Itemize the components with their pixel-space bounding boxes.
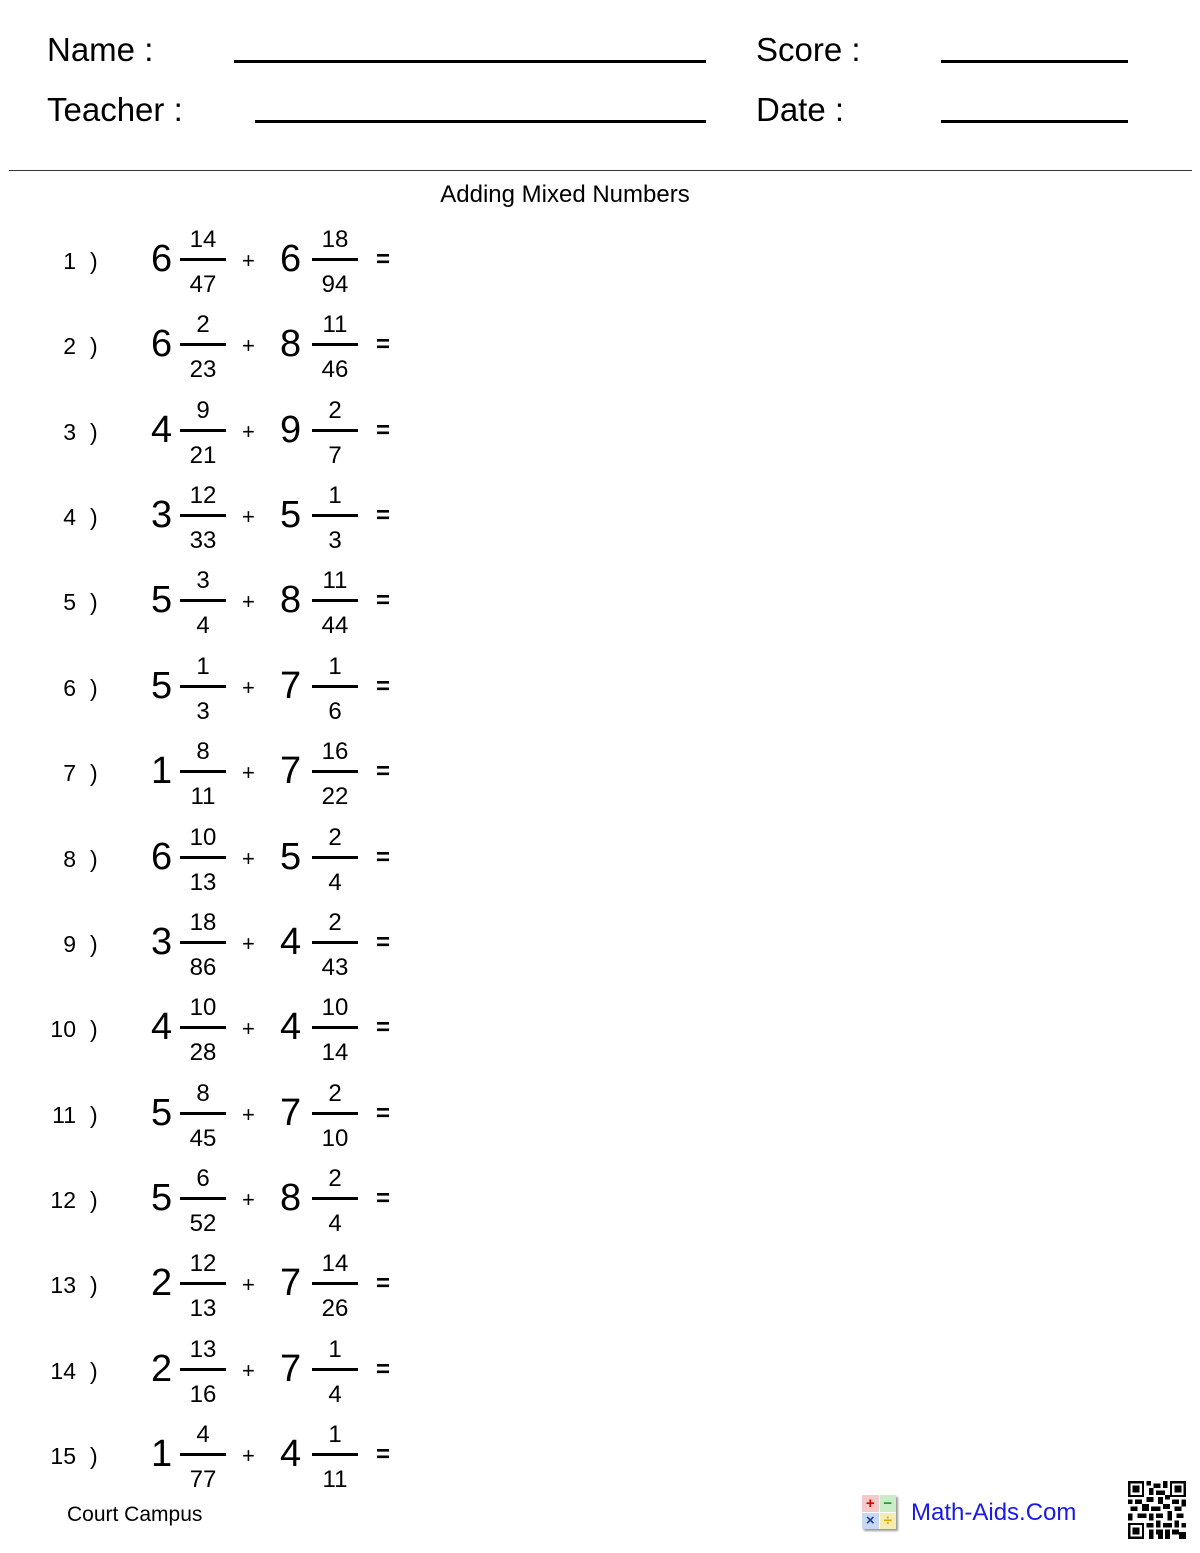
denominator: 14 bbox=[321, 1039, 349, 1067]
addend-1-fraction bbox=[180, 818, 226, 898]
qr-code-icon bbox=[1127, 1481, 1187, 1539]
fraction-bar bbox=[312, 1282, 358, 1285]
plus-sign: + bbox=[242, 589, 255, 615]
addend-1-whole: 6 bbox=[151, 323, 173, 366]
problem-number: 1 ) bbox=[63, 248, 98, 274]
problem-number: 9 ) bbox=[63, 930, 98, 957]
fraction-bar bbox=[312, 1368, 358, 1371]
addend-2-fraction bbox=[312, 1330, 358, 1410]
equals-sign: = bbox=[376, 587, 391, 615]
plus-sign: + bbox=[242, 1272, 255, 1298]
addend-1-whole: 5 bbox=[151, 1176, 173, 1219]
numerator: 8 bbox=[196, 738, 210, 766]
problem-row bbox=[0, 305, 420, 385]
fraction-bar bbox=[180, 1368, 226, 1371]
denominator: 77 bbox=[189, 1466, 217, 1494]
numerator: 18 bbox=[321, 226, 349, 253]
numerator: 11 bbox=[322, 311, 348, 339]
problem-row bbox=[0, 818, 420, 898]
addend-1-fraction bbox=[180, 305, 226, 385]
plus-sign: + bbox=[242, 1016, 255, 1042]
denominator: 23 bbox=[189, 356, 217, 384]
problem-row bbox=[0, 1330, 420, 1410]
equals-sign: = bbox=[376, 1270, 391, 1298]
addend-1-fraction bbox=[180, 391, 226, 471]
fraction-bar bbox=[312, 770, 358, 773]
fraction-bar bbox=[180, 599, 226, 602]
problem-number: 7 ) bbox=[63, 760, 98, 787]
addend-1-fraction bbox=[180, 1415, 226, 1495]
fraction-bar bbox=[312, 1197, 358, 1200]
problem-row bbox=[0, 903, 420, 983]
fraction-bar bbox=[180, 1197, 226, 1200]
fraction-bar bbox=[180, 1026, 226, 1029]
fraction-bar bbox=[180, 429, 226, 432]
problem-number: 15 ) bbox=[50, 1443, 98, 1470]
addend-2-fraction bbox=[312, 1074, 358, 1154]
addend-2-whole: 4 bbox=[280, 1433, 302, 1476]
numerator: 10 bbox=[189, 823, 217, 851]
fraction-bar bbox=[180, 1112, 226, 1115]
problem-row bbox=[0, 988, 420, 1068]
fraction-bar bbox=[312, 685, 358, 688]
equals-sign: = bbox=[376, 928, 391, 956]
numerator: 11 bbox=[322, 567, 348, 595]
denominator: 13 bbox=[189, 868, 217, 896]
fraction-bar bbox=[312, 1026, 358, 1029]
score-field-line[interactable] bbox=[941, 60, 1128, 63]
addend-2-fraction bbox=[312, 305, 358, 385]
addend-1-fraction bbox=[180, 903, 226, 983]
name-label: Name : bbox=[47, 31, 154, 68]
worksheet-title: Adding Mixed Numbers bbox=[440, 181, 690, 208]
addend-2-whole: 7 bbox=[280, 1091, 302, 1134]
equals-sign: = bbox=[376, 1355, 391, 1383]
plus-sign: + bbox=[242, 504, 255, 530]
addend-1-whole: 5 bbox=[151, 664, 173, 707]
addend-2-whole: 7 bbox=[280, 1347, 302, 1390]
addend-2-whole: 5 bbox=[280, 835, 302, 878]
problem-row bbox=[0, 391, 420, 471]
numerator: 2 bbox=[328, 908, 342, 936]
addend-2-whole: 8 bbox=[280, 579, 302, 622]
addend-2-fraction bbox=[312, 647, 358, 727]
numerator: 1 bbox=[328, 1335, 342, 1363]
teacher-label: Teacher : bbox=[47, 91, 183, 128]
addend-2-whole: 7 bbox=[280, 1262, 302, 1305]
fraction-bar bbox=[180, 258, 226, 261]
fraction-bar bbox=[312, 514, 358, 517]
plus-sign: + bbox=[242, 1357, 255, 1383]
addend-2-fraction bbox=[312, 220, 358, 300]
addend-1-whole: 2 bbox=[151, 1262, 173, 1305]
plus-sign: + bbox=[242, 760, 255, 786]
addend-1-fraction bbox=[180, 1330, 226, 1410]
addend-2-fraction bbox=[312, 391, 358, 471]
addend-2-fraction bbox=[312, 476, 358, 556]
addend-1-whole: 6 bbox=[151, 238, 173, 280]
fraction-bar bbox=[312, 1112, 358, 1115]
addend-2-whole: 4 bbox=[280, 920, 302, 963]
numerator: 13 bbox=[189, 1335, 217, 1363]
problem-number: 8 ) bbox=[63, 845, 98, 872]
numerator: 12 bbox=[189, 482, 217, 510]
addend-2-whole: 7 bbox=[280, 664, 302, 707]
addend-1-whole: 1 bbox=[151, 1433, 173, 1476]
numerator: 18 bbox=[189, 908, 217, 936]
equals-sign: = bbox=[376, 502, 391, 530]
name-field-line[interactable] bbox=[234, 60, 706, 63]
numerator: 16 bbox=[321, 738, 349, 766]
addend-2-whole: 7 bbox=[280, 750, 302, 793]
equals-sign: = bbox=[376, 246, 391, 273]
denominator: 11 bbox=[322, 1466, 348, 1494]
teacher-field-line[interactable] bbox=[255, 120, 706, 123]
fraction-bar bbox=[180, 1453, 226, 1456]
numerator: 2 bbox=[328, 396, 342, 424]
equals-sign: = bbox=[376, 1184, 391, 1212]
date-label: Date : bbox=[756, 91, 845, 128]
equals-sign: = bbox=[376, 1014, 391, 1042]
denominator: 45 bbox=[189, 1124, 217, 1152]
problem-number: 13 ) bbox=[50, 1272, 98, 1299]
addend-2-fraction bbox=[312, 1159, 358, 1239]
addend-1-fraction bbox=[180, 732, 226, 812]
problem-row bbox=[0, 476, 420, 556]
problem-number: 14 ) bbox=[50, 1357, 98, 1384]
problem-number: 12 ) bbox=[50, 1186, 98, 1213]
denominator: 46 bbox=[321, 356, 349, 384]
denominator: 4 bbox=[328, 1209, 342, 1237]
addend-2-fraction bbox=[312, 1415, 358, 1495]
addend-2-whole: 6 bbox=[280, 238, 302, 280]
denominator: 16 bbox=[189, 1380, 217, 1408]
fraction-bar bbox=[312, 1453, 358, 1456]
addend-1-whole: 2 bbox=[151, 1347, 173, 1390]
plus-sign: + bbox=[242, 1186, 255, 1212]
math-aids-logo-icon bbox=[862, 1495, 896, 1529]
numerator: 14 bbox=[321, 1250, 349, 1278]
denominator: 28 bbox=[189, 1039, 217, 1067]
addend-1-whole: 3 bbox=[151, 494, 173, 537]
problem-row bbox=[0, 1415, 420, 1495]
denominator: 21 bbox=[189, 441, 217, 469]
plus-sign: + bbox=[242, 1443, 255, 1469]
denominator: 13 bbox=[189, 1295, 217, 1323]
problem-number: 6 ) bbox=[63, 674, 98, 701]
addend-1-whole: 1 bbox=[151, 750, 173, 793]
problem-row bbox=[0, 1244, 420, 1324]
numerator: 10 bbox=[189, 994, 217, 1022]
minus-icon: − bbox=[880, 1495, 897, 1512]
addend-1-fraction bbox=[180, 220, 226, 300]
times-icon: × bbox=[862, 1513, 879, 1530]
fraction-bar bbox=[312, 599, 358, 602]
addend-1-whole: 4 bbox=[151, 1006, 173, 1049]
plus-sign: + bbox=[242, 845, 255, 871]
denominator: 4 bbox=[196, 612, 210, 640]
numerator: 1 bbox=[196, 652, 210, 680]
numerator: 4 bbox=[196, 1421, 210, 1449]
denominator: 26 bbox=[321, 1295, 349, 1323]
numerator: 9 bbox=[196, 396, 210, 424]
numerator: 2 bbox=[328, 823, 342, 851]
addend-1-fraction bbox=[180, 1244, 226, 1324]
numerator: 1 bbox=[328, 652, 342, 680]
problem-number: 11 ) bbox=[52, 1101, 98, 1128]
numerator: 1 bbox=[328, 1421, 342, 1449]
addend-2-whole: 5 bbox=[280, 494, 302, 537]
addend-1-fraction bbox=[180, 647, 226, 727]
fraction-bar bbox=[180, 685, 226, 688]
problem-number: 10 ) bbox=[50, 1016, 98, 1043]
denominator: 7 bbox=[328, 441, 342, 469]
denominator: 10 bbox=[321, 1124, 349, 1152]
equals-sign: = bbox=[376, 672, 391, 700]
date-field-line[interactable] bbox=[941, 120, 1128, 123]
equals-sign: = bbox=[376, 1441, 391, 1469]
denominator: 94 bbox=[321, 271, 349, 298]
plus-sign: + bbox=[242, 930, 255, 956]
addend-2-fraction bbox=[312, 1244, 358, 1324]
plus-sign: + bbox=[242, 248, 255, 273]
problem-row bbox=[0, 1074, 420, 1154]
addend-2-fraction bbox=[312, 818, 358, 898]
fraction-bar bbox=[312, 258, 358, 261]
problem-number: 3 ) bbox=[63, 418, 98, 445]
denominator: 43 bbox=[321, 953, 349, 981]
equals-sign: = bbox=[376, 758, 391, 786]
fraction-bar bbox=[180, 856, 226, 859]
numerator: 6 bbox=[196, 1164, 210, 1192]
numerator: 2 bbox=[328, 1164, 342, 1192]
numerator: 12 bbox=[189, 1250, 217, 1278]
equals-sign: = bbox=[376, 416, 391, 444]
fraction-bar bbox=[180, 343, 226, 346]
denominator: 11 bbox=[190, 783, 216, 811]
numerator: 3 bbox=[196, 567, 210, 595]
denominator: 4 bbox=[328, 1380, 342, 1408]
addend-1-whole: 5 bbox=[151, 1091, 173, 1134]
denominator: 6 bbox=[328, 697, 342, 725]
brand-link[interactable]: Math-Aids.Com bbox=[911, 1499, 1077, 1526]
addend-1-whole: 6 bbox=[151, 835, 173, 878]
equals-sign: = bbox=[376, 1099, 391, 1127]
addend-1-fraction bbox=[180, 1074, 226, 1154]
addend-2-whole: 9 bbox=[280, 408, 302, 451]
fraction-bar bbox=[312, 343, 358, 346]
fraction-bar bbox=[180, 514, 226, 517]
denominator: 3 bbox=[328, 527, 342, 555]
problem-number: 2 ) bbox=[63, 333, 98, 360]
addend-1-fraction bbox=[180, 561, 226, 641]
problem-row bbox=[0, 561, 420, 641]
problem-number: 5 ) bbox=[63, 589, 98, 616]
problem-row bbox=[0, 220, 420, 300]
fraction-bar bbox=[312, 429, 358, 432]
numerator: 2 bbox=[196, 311, 210, 339]
denominator: 86 bbox=[189, 953, 217, 981]
numerator: 8 bbox=[196, 1079, 210, 1107]
fraction-bar bbox=[312, 856, 358, 859]
numerator: 2 bbox=[328, 1079, 342, 1107]
fraction-bar bbox=[180, 941, 226, 944]
fraction-bar bbox=[180, 770, 226, 773]
equals-sign: = bbox=[376, 331, 391, 359]
addend-2-whole: 8 bbox=[280, 323, 302, 366]
divide-icon: ÷ bbox=[880, 1513, 897, 1530]
addend-1-whole: 4 bbox=[151, 408, 173, 451]
addend-2-fraction bbox=[312, 561, 358, 641]
addend-1-whole: 3 bbox=[151, 920, 173, 963]
addend-1-fraction bbox=[180, 1159, 226, 1239]
score-label: Score : bbox=[756, 31, 861, 68]
addend-1-fraction bbox=[180, 988, 226, 1068]
problem-row bbox=[0, 732, 420, 812]
numerator: 1 bbox=[328, 482, 342, 510]
plus-sign: + bbox=[242, 674, 255, 700]
addend-2-fraction bbox=[312, 732, 358, 812]
fraction-bar bbox=[180, 1282, 226, 1285]
problem-row bbox=[0, 647, 420, 727]
denominator: 4 bbox=[328, 868, 342, 896]
plus-sign: + bbox=[242, 418, 255, 444]
equals-sign: = bbox=[376, 843, 391, 871]
addend-2-whole: 4 bbox=[280, 1006, 302, 1049]
plus-sign: + bbox=[242, 333, 255, 359]
addend-2-fraction bbox=[312, 988, 358, 1068]
problem-number: 4 ) bbox=[63, 504, 98, 531]
fraction-bar bbox=[312, 941, 358, 944]
addend-2-fraction bbox=[312, 903, 358, 983]
denominator: 22 bbox=[321, 783, 349, 811]
header-divider bbox=[9, 170, 1192, 171]
denominator: 3 bbox=[196, 697, 210, 725]
addend-1-whole: 5 bbox=[151, 579, 173, 622]
denominator: 33 bbox=[189, 527, 217, 555]
numerator: 14 bbox=[189, 226, 217, 253]
plus-icon: + bbox=[862, 1495, 879, 1512]
problem-row bbox=[0, 1159, 420, 1239]
plus-sign: + bbox=[242, 1101, 255, 1127]
addend-1-fraction bbox=[180, 476, 226, 556]
denominator: 52 bbox=[189, 1209, 217, 1237]
addend-2-whole: 8 bbox=[280, 1176, 302, 1219]
numerator: 10 bbox=[321, 994, 349, 1022]
denominator: 44 bbox=[321, 612, 349, 640]
footer-school-name: Court Campus bbox=[67, 1503, 203, 1526]
denominator: 47 bbox=[189, 271, 217, 298]
